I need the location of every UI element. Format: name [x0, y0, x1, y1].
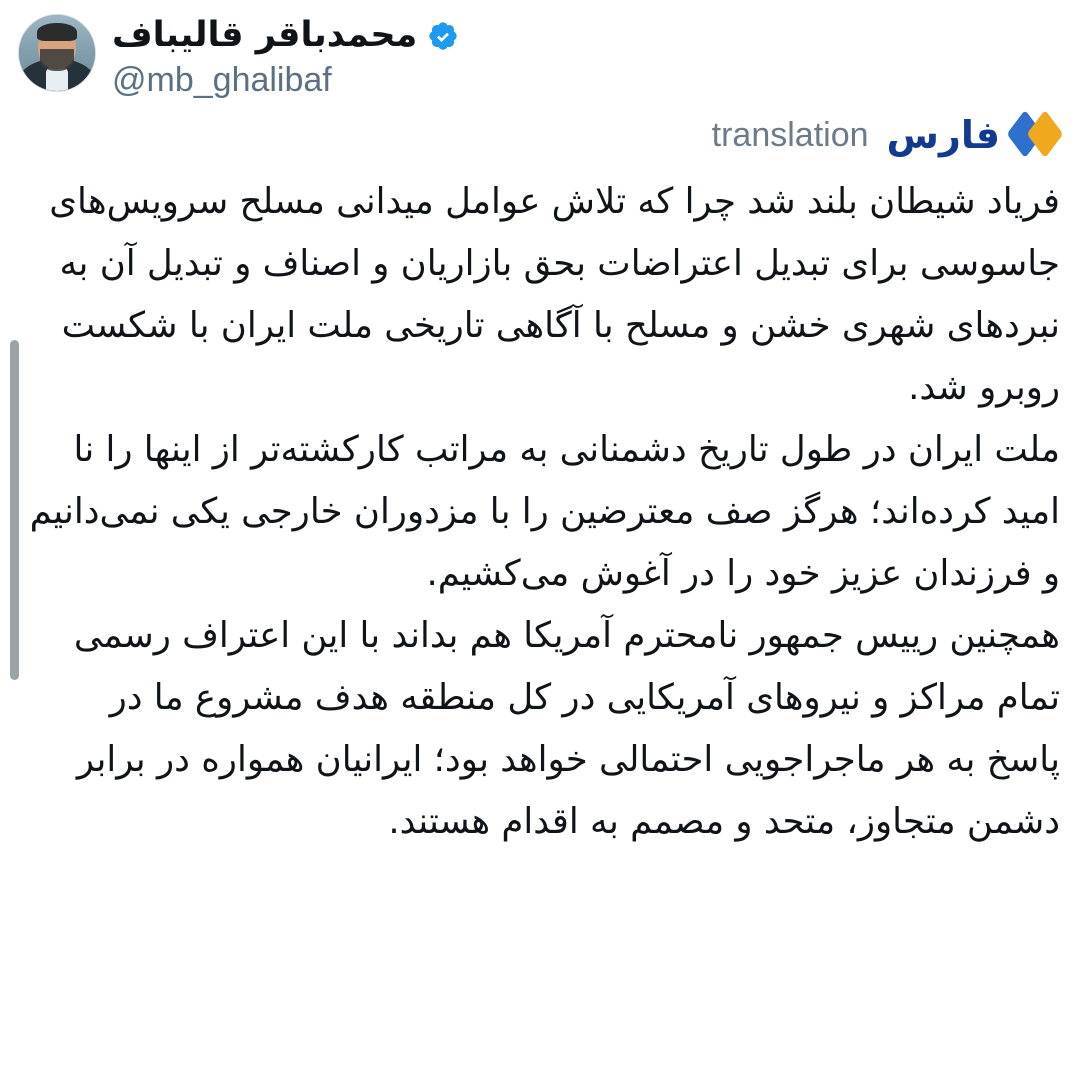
- avatar[interactable]: [18, 14, 96, 92]
- avatar-beard: [40, 49, 74, 71]
- author-block: [112, 16, 459, 99]
- handle[interactable]: @mb_ghalibaf: [112, 61, 332, 100]
- brand-diamond-gold: [1027, 110, 1063, 158]
- tweet-paragraph: فریاد شیطان بلند شد چرا که تلاش عوامل میدانی مسلح سرویس‌های جاسوسی برای تبدیل اعتراضات بحق بازاریان و اصناف و تبدیل آن به نبردهای شهری خشن و مسلح با آگاهی تاریخی ملت ایران با شکست روبرو شد.: [49, 181, 1060, 409]
- tweet-paragraph: همچنین رییس جمهور نامحترم آمریکا هم بداند با این اعتراف رسمی تمام مراکز و نیروهای آمریکایی در کل منطقه هدف مشروع ما در پاسخ به هر ماجراجویی احتمالی خواهد بود؛ ایرانیان همواره در برابر دشمن متجاوز، متحد و مصمم به اقدام هستند.: [73, 615, 1060, 843]
- verified-badge-icon: [427, 20, 459, 52]
- scrollbar-thumb[interactable]: [10, 340, 19, 680]
- display-name[interactable]: محمدباقر قالیباف: [112, 15, 418, 55]
- brand-name: فارس: [886, 113, 1000, 158]
- tweet-paragraph: ملت ایران در طول تاریخ دشمنانی به مراتب کارکشته‌تر از اینها را نا امید کرده‌اند؛ هرگز صف معترضین را با مزدوران خارجی یکی نمی‌دانیم و فرزندان عزیز خود را در آغوش می‌کشیم.: [29, 429, 1060, 595]
- tweet-header: [18, 14, 1062, 99]
- avatar-hair: [37, 23, 77, 41]
- tweet-text: [18, 171, 1062, 853]
- brand-mark-icon: [1010, 115, 1062, 155]
- translation-row: [18, 113, 1062, 157]
- fars-diamond-logo: [887, 113, 1062, 157]
- translation-label: translation: [711, 115, 869, 154]
- display-name-row: [112, 16, 459, 55]
